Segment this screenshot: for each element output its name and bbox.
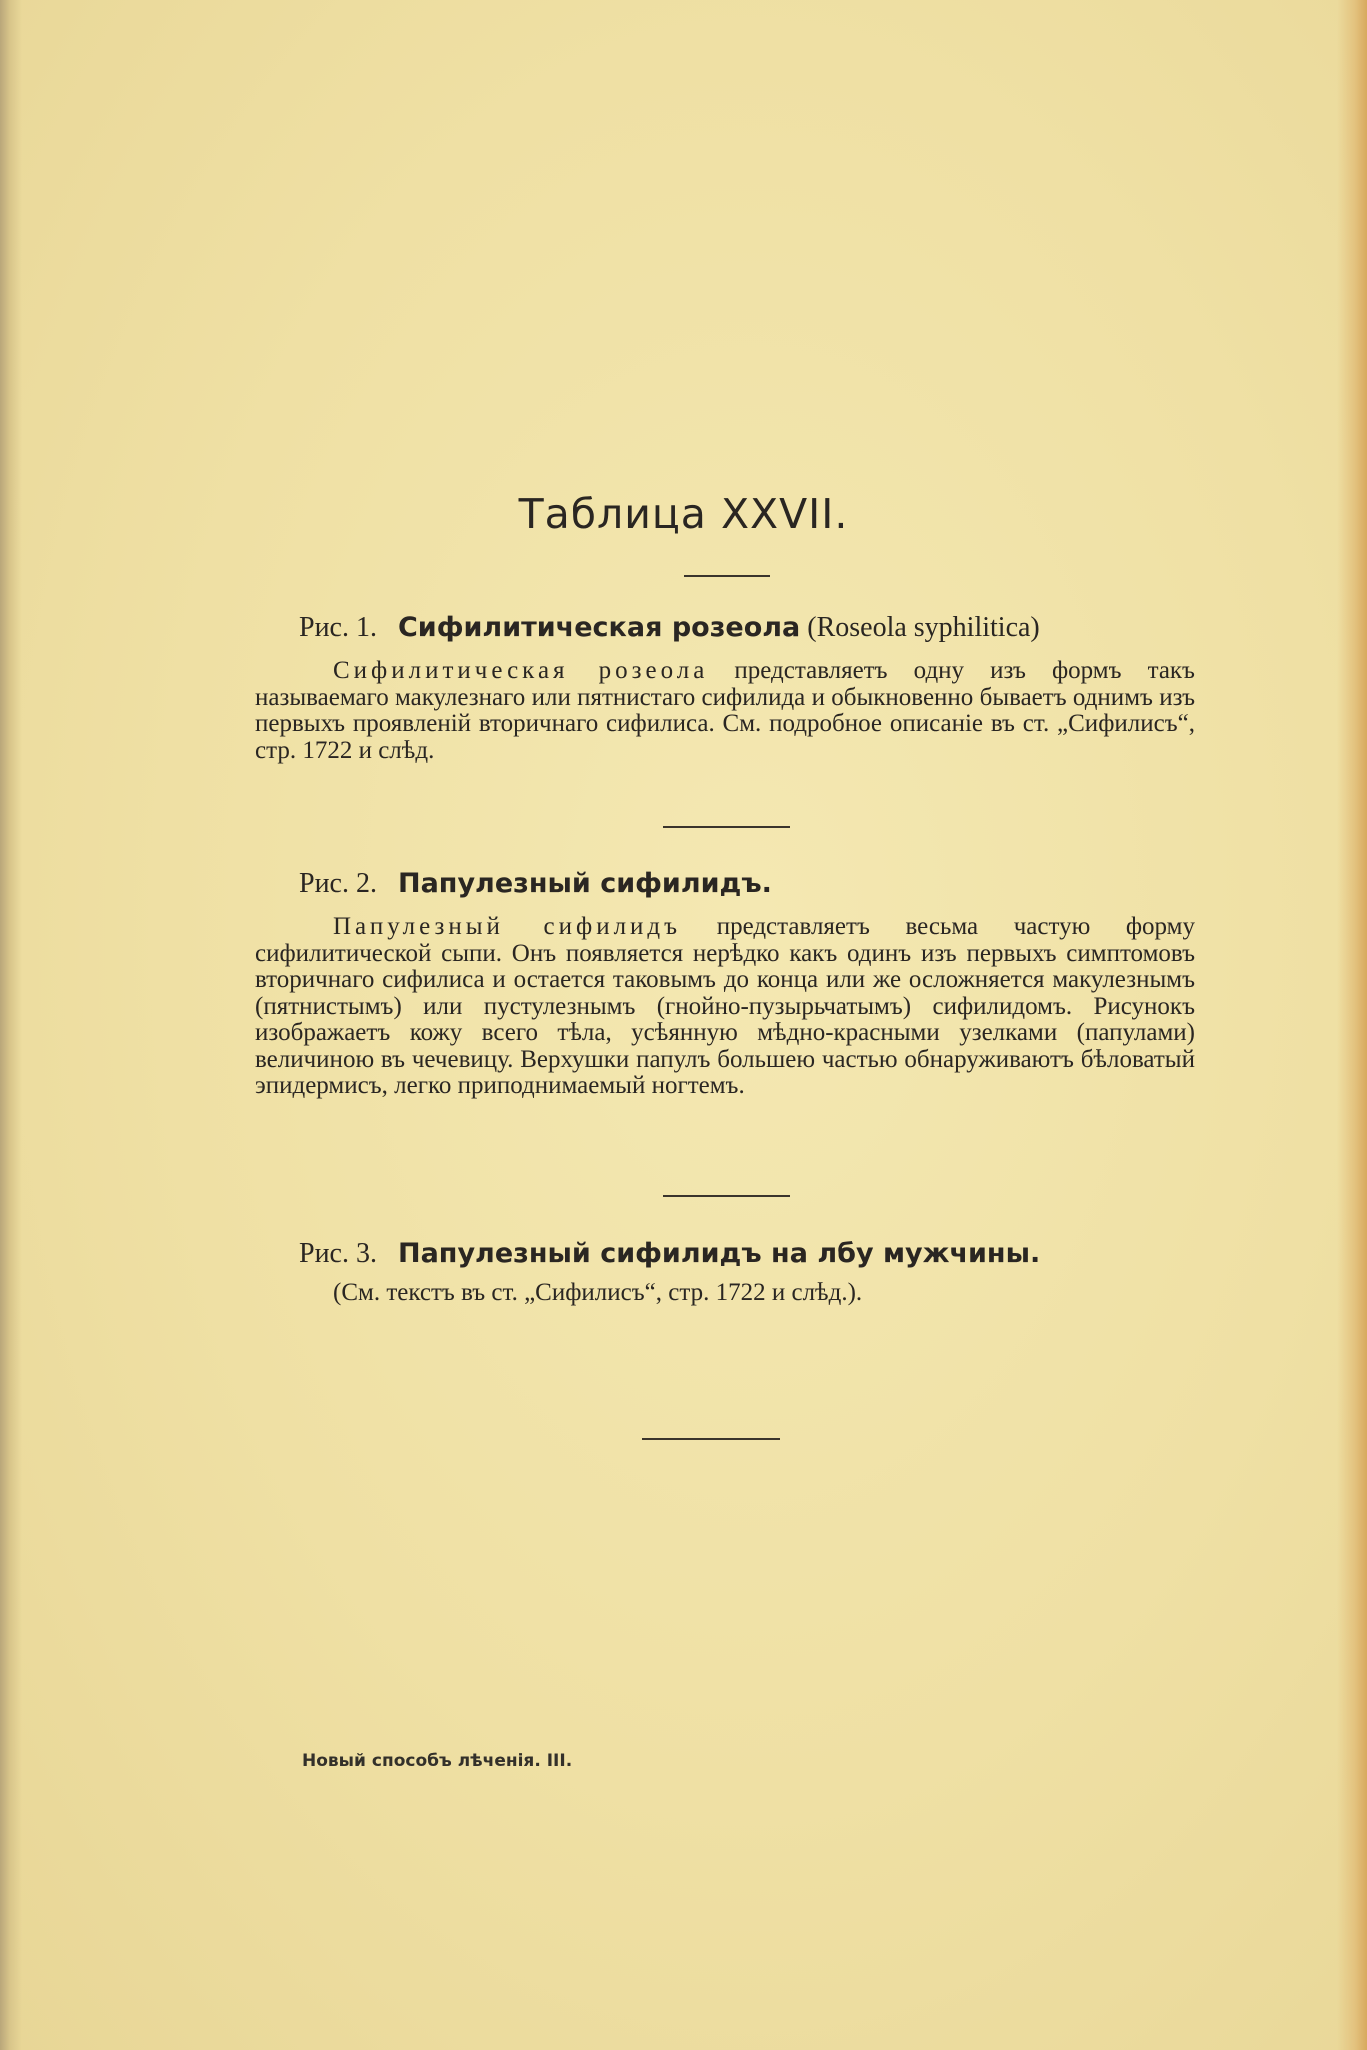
figure-1-title: Сифилитическая розеола [397,612,801,643]
title-divider [684,575,770,577]
figure-3-number: Рис. 3. [299,1238,377,1269]
figure-3-reference: (См. текстъ въ ст. „Сифилисъ“, стр. 1722 и слѣд.). [333,1279,863,1306]
figure-3-heading [255,1238,1195,1270]
figure-1-section [255,612,1195,764]
figure-1-heading [255,612,1195,644]
figure-3-title: Папулезный сифилидъ на лбу мужчины. [397,1238,1041,1269]
closing-divider [642,1438,780,1440]
page-footer: Новый способъ лѣченія. III. [302,1751,573,1771]
section-divider [663,1195,790,1197]
figure-3-section [255,1238,1195,1307]
figure-2-lead: Папулезный сифилидъ [333,913,682,940]
figure-1-lead: Сифилитическая розеола [333,657,709,684]
figure-2-text: представляетъ весьма частую форму сифилитической сыпи. Онъ появляется нерѣдко какъ одинъ изъ первыхъ симптомовъ вторичнаго сифилиса и остается таковымъ до конца или же осложняется макулезнымъ (пятнистымъ) или пустулезнымъ (гнойно-пузырьчатымъ) сифилидомъ. Рисунокъ изображаетъ кожу всего тѣла, усѣянную мѣдно-красными узелками (папулами) величиною въ чечевицу. Верхушки папулъ большею частью обнаруживаютъ бѣловатый эпидермисъ, легко приподнимаемый ногтемъ. [255,913,1195,1099]
figure-2-section [255,868,1195,1100]
figure-1-latin-title: (Roseola syphilitica) [807,612,1040,643]
figure-2-number: Рис. 2. [299,868,377,899]
page-foxed-edge [1337,0,1367,2050]
figure-1-text: представляетъ одну изъ формъ такъ называемаго макулезнаго или пятнистаго сифилида и обыкновенно бываетъ однимъ изъ первыхъ проявленій вторичнаго сифилиса. См. подробное описаніе въ ст. „Сифилисъ“, стр. 1722 и слѣд. [255,657,1195,764]
figure-2-title: Папулезный сифилидъ. [397,868,772,899]
figure-1-number: Рис. 1. [299,612,377,643]
figure-2-heading [255,868,1195,900]
page-binding-edge [0,0,22,2050]
page-title: Таблица XXVII. [518,490,849,538]
section-divider [663,826,790,828]
figure-2-description [255,914,1195,1100]
figure-1-description [255,658,1195,764]
